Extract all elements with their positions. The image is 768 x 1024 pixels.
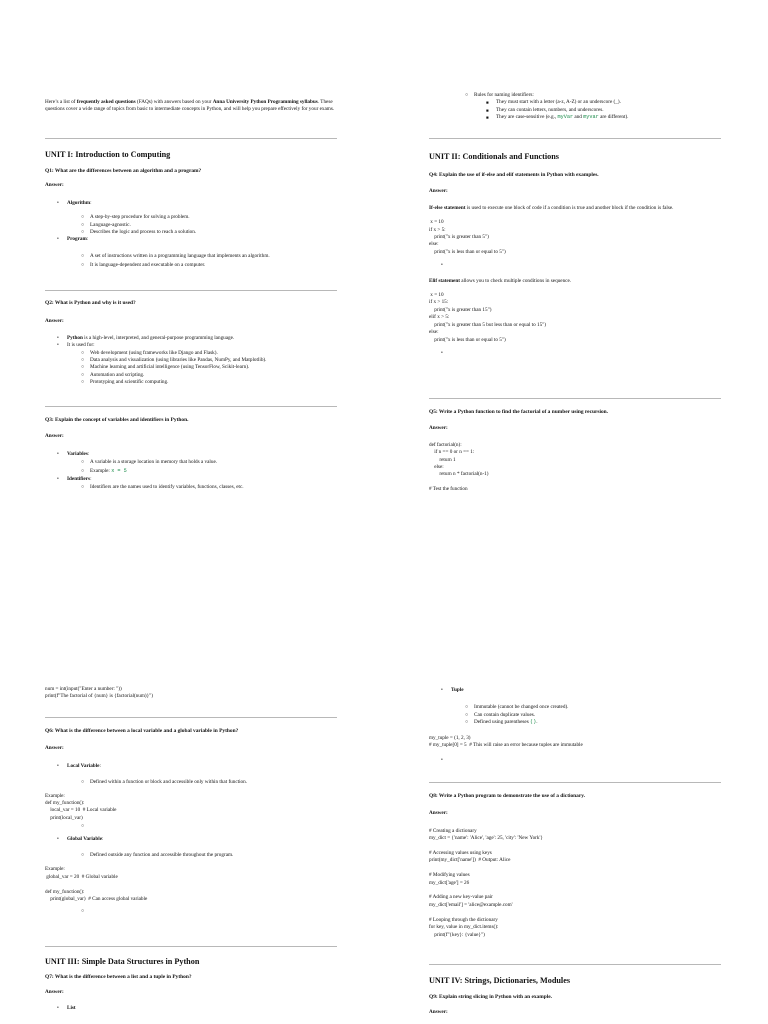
q8-answer-label: Answer:: [429, 810, 448, 817]
q6-global: [45, 836, 337, 843]
list-item: ○ Language-agnostic.: [81, 221, 131, 228]
list-item-text: Can contain duplicate values.: [474, 711, 536, 718]
python-bold: Python: [67, 334, 83, 341]
list-item: ○ Rules for naming identifiers:: [465, 92, 534, 98]
tuple-list: [429, 687, 721, 694]
list-item: ○ A set of instructions written in a programming language that implements an algorithm.: [81, 252, 270, 259]
empty-bullet: •: [441, 262, 443, 269]
list-item: ○: [81, 824, 85, 830]
list-item: • Python is a high-level, interpreted, and general-purpose programming language.: [57, 334, 235, 341]
list-item: ○ Data analysis and visualization (using libraries like Pandas, NumPy, and Matplotlib).: [81, 357, 267, 364]
list-item: ○ Defined outside any function and accessible throughout the program.: [81, 852, 234, 859]
list-item-text: Web development (using frameworks like Django and Flask).: [90, 349, 218, 356]
list-item: ○ Can contain duplicate values.: [465, 711, 536, 718]
q6-answer-label: Answer:: [45, 745, 64, 752]
elif-desc: allows you to check multiple conditions in sequence.: [459, 277, 572, 284]
divider: [429, 964, 721, 965]
divider: [429, 398, 721, 399]
q2-answer-label: Answer:: [45, 318, 64, 325]
divider: [429, 138, 721, 139]
q2-question: Q2: What is Python and why is it used?: [45, 300, 136, 306]
list-item-text: Data analysis and visualization (using libraries like Pandas, NumPy, and Matplotlib).: [90, 357, 267, 364]
local-variable-label: Local Variable: [67, 762, 100, 769]
q7-question: Q7: What is the difference between a list and a tuple in Python?: [45, 974, 192, 980]
unit3-section: [45, 957, 337, 1012]
global-variable-label: Global Variable: [67, 835, 103, 842]
unit1-title: UNIT I: Introduction to Computing: [45, 150, 171, 159]
list-item: ○ Defined within a function or block and accessible only within that function.: [81, 779, 248, 786]
list-item: ○ A variable is a storage location in memory that holds a value.: [81, 459, 218, 466]
local-code: Example: def my_function(): local_var = 10 # Local variable print(local_var): [45, 792, 117, 821]
list-item: • Local Variable:: [57, 762, 101, 769]
unit1-section: [45, 150, 337, 270]
list-item: ○ Defined using parentheses ().: [465, 719, 538, 726]
python-desc: is a high-level, interpreted, and general-purpose programming language.: [82, 334, 235, 341]
example-code: x = 5: [111, 467, 127, 474]
q6-global-points: [45, 852, 337, 859]
q1-question: Q1: What are the differences between an algorithm and a program?: [45, 168, 202, 174]
list-item-text: They must start with a letter (a-z, A-Z) or an underscore (_).: [496, 99, 621, 106]
rules-label: Rules for naming identifiers:: [474, 92, 534, 98]
list-item-text: Machine learning and artificial intelligence (using TensorFlow, Scikit-learn).: [90, 364, 250, 371]
algorithm-label: Algorithm: [67, 199, 91, 206]
list-item-text: A step-by-step procedure for solving a problem.: [90, 214, 190, 221]
list-item-text: Identifiers are the names used to identify variables, functions, classes, etc.: [90, 484, 244, 491]
elif-code: x = 10 if x > 15: print("x is greater than 15") elif x > 5: print("x is greater than 5 but less than or equal to 15") else: print("x is less than or equal to 5"): [429, 292, 547, 343]
list-item-text: Automation and scripting.: [90, 371, 145, 378]
factorial-call-code: num = int(input("Enter a number: ")) print(f"The factorial of {num} is {factorial(num)}"): [45, 686, 153, 700]
tuple-label: Tuple: [451, 687, 464, 693]
q6-local-points: [45, 779, 337, 786]
list-item: ○ Immutable (cannot be changed once created).: [465, 704, 569, 711]
divider: [45, 717, 337, 718]
list-item: • Variables:: [57, 450, 90, 457]
divider: [429, 782, 721, 783]
list-label: List: [67, 1004, 76, 1011]
list-item: • Global Variable:: [57, 835, 104, 842]
q4-answer-label: Answer:: [429, 188, 448, 195]
q3-list: [45, 451, 337, 492]
empty-bullet: •: [441, 349, 443, 356]
intro-text-3: . These questions cover a wide range of topics from basic to intermediate concepts in Python, and will help you prepare effectively for your exams.: [45, 99, 335, 113]
empty-subitem: [45, 908, 337, 915]
q3-answer-label: Answer:: [45, 433, 64, 440]
list-item-text: Defined outside any function and accessible throughout the program.: [90, 852, 234, 859]
unit2-section: [429, 152, 721, 357]
program-label: Program: [67, 236, 87, 243]
q6-local: [45, 763, 337, 770]
q9-question: Q9: Explain string slicing in Python with an example.: [429, 994, 552, 1000]
empty-bullet: •: [441, 757, 443, 764]
code-myvar-2: myvar: [583, 114, 599, 121]
unit4-title: UNIT IV: Strings, Dictionaries, Modules: [429, 976, 571, 985]
tuple-section: [429, 687, 721, 765]
list-item-text: Defined using parentheses: [474, 719, 531, 726]
intro-bold-2: Anna University Python Programming syllabus: [212, 99, 318, 105]
list-item: ○ Web development (using frameworks like Django and Flask).: [81, 349, 218, 356]
rules-list: [429, 92, 729, 122]
q8-section: [429, 793, 721, 939]
list-item-text: Language-agnostic.: [90, 221, 131, 228]
list-item: ○ Machine learning and artificial intelligence (using TensorFlow, Scikit-learn).: [81, 364, 250, 371]
q8-question: Q8: Write a Python program to demonstrate the use of a dictionary.: [429, 793, 586, 799]
identifier-rules: [429, 92, 729, 122]
q2-list: [45, 335, 337, 387]
list-item-text: They can contain letters, numbers, and underscores.: [496, 106, 604, 113]
unit3-title: UNIT III: Simple Data Structures in Python: [45, 957, 200, 966]
divider: [45, 138, 337, 139]
list-item-text: A variable is a storage location in memory that holds a value.: [90, 459, 218, 466]
q2-section: [45, 300, 337, 387]
factorial-code: def factorial(n): if n == 0 or n == 1: return 1 else: return n * factorial(n-1) # Test the function: [429, 441, 489, 493]
list-item: ■ They are case-sensitive (e.g., myVar and myvar are different).: [486, 114, 629, 121]
q6-question: Q6: What is the difference between a local variable and a global variable in Python?: [45, 728, 239, 734]
list-item: ○ Example: x = 5: [81, 467, 127, 474]
paren-code: (): [530, 719, 537, 726]
list-item-text: and: [573, 114, 584, 121]
used-for-label: It is used for:: [67, 342, 95, 349]
list-item-text: Defined within a function or block and accessible only within that function.: [90, 779, 248, 786]
intro-paragraph: [45, 99, 337, 114]
list-item-text: They are case-sensitive (e.g.,: [496, 114, 558, 121]
list-item-text: Prototyping and scientific computing.: [90, 379, 169, 386]
list-item: ■ They must start with a letter (a-z, A-Z) or an underscore (_).: [486, 99, 621, 106]
q5-section: [429, 409, 721, 494]
q1-algorithm-item: • Algorithm:: [57, 199, 92, 206]
tuple-code: my_tuple = (1, 2, 3) # my_tuple[0] = 5 # This will raise an error because tuples are immutable: [429, 734, 583, 749]
list-item: ○ It is language-dependent and executable on a computer.: [81, 262, 206, 269]
list-item: ○ A step-by-step procedure for solving a problem.: [81, 214, 190, 221]
q3-question: Q3: Explain the concept of variables and identifiers in Python.: [45, 417, 189, 423]
program-points: [45, 253, 337, 270]
q3-section: [45, 417, 337, 492]
elif-bold: Elif statement: [429, 277, 460, 284]
q4-question: Q4: Explain the use of if-else and elif statements in Python with examples.: [429, 172, 599, 178]
q7-answer-label: Answer:: [45, 989, 64, 996]
variables-label: Variables: [67, 450, 88, 457]
q1-list: [45, 200, 337, 207]
q6-section: [45, 728, 337, 915]
dictionary-code: # Creating a dictionary my_dict = {'name': 'Alice', 'age': 25, 'city': 'New York'} # Accessing values using keys print(my_dict['name']) # Output: Alice # Modifying values my_dict['age'] = 26 # Adding a new key-value pair my_dict['email'] = 'alice@example.com' # Looping through the dictionary for key, value in my_dict.items(): print(f"{key}: {value}"): [429, 827, 543, 938]
intro-text-1: Here’s a list of: [45, 99, 77, 105]
list-item: • It is used for:: [57, 342, 95, 349]
list-item: • List: [57, 1004, 76, 1011]
list-item: ■ They can contain letters, numbers, and underscores.: [486, 106, 604, 113]
q5-code-continued: [45, 686, 337, 701]
list-item-text: A set of instructions written in a programming language that implements an algorithm.: [90, 252, 270, 259]
identifiers-label: Identifiers: [67, 476, 91, 483]
example-label: Example:: [90, 467, 112, 474]
code-myvar-1: myVar: [557, 114, 574, 121]
unit4-section: [429, 976, 721, 1017]
divider: [45, 406, 337, 407]
list-item: • Tuple: [441, 687, 464, 693]
tuple-points: [429, 704, 721, 726]
list-item-text: are different).: [598, 114, 629, 121]
list-item-text: Describes the logic and process to reach a solution.: [90, 229, 197, 236]
list-item: ○ Prototyping and scientific computing.: [81, 379, 169, 386]
algorithm-points: [45, 214, 337, 236]
divider: [45, 946, 337, 947]
ifelse-code: x = 10 if x > 5: print("x is greater than 5") else: print("x is less than or equal to 5"): [429, 219, 506, 255]
ifelse-desc: is used to execute one block of code if a condition is true and another block if the condition is false.: [465, 204, 674, 211]
q5-question: Q5: Write a Python function to find the factorial of a number using recursion.: [429, 409, 608, 415]
q1-list-2: [45, 236, 337, 243]
global-code: Example: global_var = 20 # Global variable def my_function(): print(global_var) # Can access global variable: [45, 866, 148, 903]
list-item: ○ Describes the logic and process to reach a solution.: [81, 229, 197, 236]
intro-text-2: (FAQs) with answers based on your: [135, 99, 213, 105]
ifelse-bold: If-else statement: [429, 204, 466, 211]
list-item: ○ Identifiers are the names used to identify variables, functions, classes, etc.: [81, 484, 244, 491]
list-item-text: Immutable (cannot be changed once created).: [474, 704, 569, 711]
list-item: ○: [81, 908, 85, 914]
list-item-text: It is language-dependent and executable on a computer.: [90, 262, 206, 269]
list-item: ○ Automation and scripting.: [81, 371, 145, 378]
q5-answer-label: Answer:: [429, 425, 448, 432]
list-item: • Identifiers:: [57, 476, 92, 483]
empty-subitem: [45, 823, 337, 830]
unit2-title: UNIT II: Conditionals and Functions: [429, 152, 559, 161]
q1-program-item: • Program:: [57, 236, 89, 243]
q9-answer-label: Answer:: [429, 1009, 448, 1016]
q7-list: [45, 1005, 337, 1012]
divider: [45, 290, 337, 291]
intro-bold-1: frequently asked questions: [76, 99, 136, 105]
q1-answer-label: Answer:: [45, 182, 64, 189]
